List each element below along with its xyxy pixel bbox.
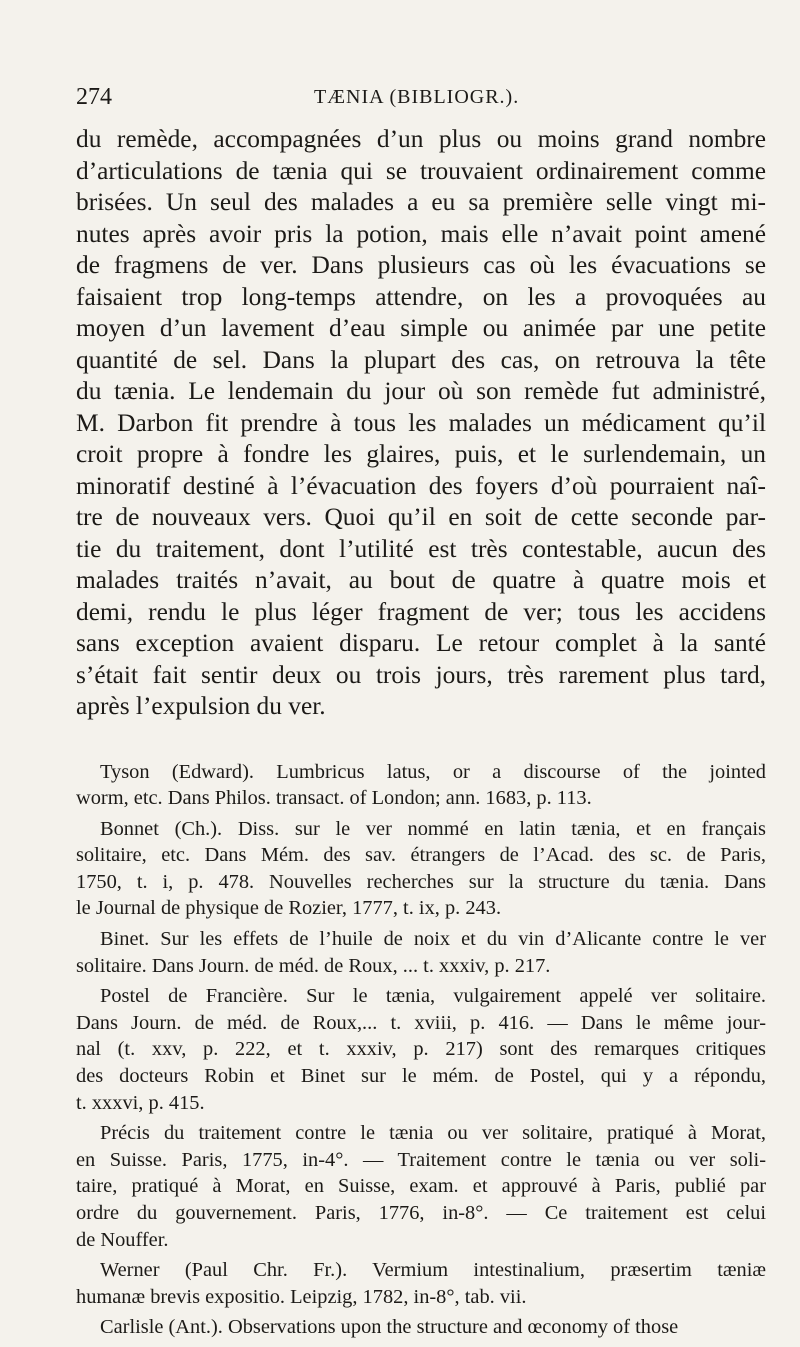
bibliography-line: solitaire, etc. Dans Mém. des sav. étrangers de l’Acad. des sc. de Paris, bbox=[76, 844, 766, 867]
body-line: tre de nouveaux vers. Quoi qu’il en soit de cette seconde par- bbox=[76, 503, 766, 531]
bibliography-line: taire, pratiqué à Morat, en Suisse, exam. et approuvé à Paris, publié par bbox=[76, 1175, 766, 1198]
running-head: TÆNIA (BIBLIOGR.). bbox=[314, 86, 520, 108]
body-line: du remède, accompagnées d’un plus ou moins grand nombre bbox=[76, 125, 766, 153]
book-page bbox=[76, 84, 766, 1345]
bibliography-line: t. xxxvi, p. 415. bbox=[76, 1091, 205, 1114]
body-line: minoratif destiné à l’évacuation des foyers d’où pourraient naî- bbox=[76, 471, 766, 500]
bibliography-line: Postel de Francière. Sur le tænia, vulgairement appelé ver solitaire. bbox=[100, 985, 766, 1008]
bibliography-entry bbox=[76, 926, 766, 979]
bibliography-line: Dans Journ. de méd. de Roux,... t. xviii, p. 416. — Dans le même jour- bbox=[76, 1011, 766, 1034]
bibliography-line: humanæ brevis expositio. Leipzig, 1782, in-8°, tab. vii. bbox=[76, 1285, 527, 1308]
bibliography-entry bbox=[76, 1120, 766, 1253]
body-line: malades traités n’avait, au bout de quatre à quatre mois et bbox=[76, 566, 766, 594]
body-line: sans exception avaient disparu. Le retour complet à la santé bbox=[76, 629, 766, 657]
body-line: M. Darbon fit prendre à tous les malades un médicament qu’il bbox=[76, 408, 766, 437]
body-line: croit propre à fondre les glaires, puis, et le surlendemain, un bbox=[76, 440, 766, 468]
page-header bbox=[76, 84, 766, 124]
body-line: après l’expulsion du ver. bbox=[76, 692, 326, 720]
body-line: brisées. Un seul des malades a eu sa première selle vingt mi- bbox=[76, 188, 766, 216]
bibliography bbox=[76, 759, 766, 1341]
body-line: du tænia. Le lendemain du jour où son remède fut administré, bbox=[76, 377, 766, 405]
bibliography-line: solitaire. Dans Journ. de méd. de Roux, ... t. xxxiv, p. 217. bbox=[76, 954, 551, 977]
body-line: nutes après avoir pris la potion, mais elle n’avait point amené bbox=[76, 219, 766, 248]
body-line: tie du traitement, dont l’utilité est très contestable, aucun des bbox=[76, 534, 766, 563]
bibliography-entry bbox=[76, 1314, 766, 1341]
bibliography-line: des docteurs Robin et Binet sur le mém. de Postel, qui y a répondu, bbox=[76, 1065, 766, 1088]
bibliography-line: Précis du traitement contre le tænia ou ver solitaire, pratiqué à Morat, bbox=[100, 1122, 766, 1145]
bibliography-line: Bonnet (Ch.). Diss. sur le ver nommé en latin tænia, et en français bbox=[100, 817, 766, 840]
bibliography-entry bbox=[76, 983, 766, 1116]
bibliography-line: Binet. Sur les effets de l’huile de noix et du vin d’Alicante contre le ver bbox=[100, 928, 766, 951]
page-number: 274 bbox=[76, 84, 112, 110]
bibliography-entry bbox=[76, 759, 766, 812]
bibliography-line: le Journal de physique de Rozier, 1777, t. ix, p. 243. bbox=[76, 897, 502, 920]
bibliography-line: en Suisse. Paris, 1775, in-4°. — Traitement contre le tænia ou ver soli- bbox=[76, 1148, 766, 1171]
bibliography-entry bbox=[76, 1257, 766, 1310]
bibliography-line: 1750, t. i, p. 478. Nouvelles recherches sur la structure du tænia. Dans bbox=[76, 870, 766, 893]
bibliography-line: worm, etc. Dans Philos. transact. of London; ann. 1683, p. 113. bbox=[76, 787, 592, 810]
body-text bbox=[76, 124, 766, 723]
bibliography-line: de Nouffer. bbox=[76, 1228, 169, 1251]
bibliography-entry bbox=[76, 816, 766, 922]
bibliography-line: Carlisle (Ant.). Observations upon the structure and œconomy of those bbox=[100, 1316, 679, 1339]
body-line: quantité de sel. Dans la plupart des cas, on retrouva la tête bbox=[76, 345, 766, 374]
body-line: s’était fait sentir deux ou trois jours, très rarement plus tard, bbox=[76, 660, 766, 689]
bibliography-line: nal (t. xxv, p. 222, et t. xxxiv, p. 217) sont des remarques critiques bbox=[76, 1038, 766, 1061]
bibliography-line: ordre du gouvernement. Paris, 1776, in-8°. — Ce traitement est celui bbox=[76, 1202, 766, 1224]
bibliography-line: Werner (Paul Chr. Fr.). Vermium intestinalium, præsertim tæniæ bbox=[100, 1259, 766, 1282]
body-line: moyen d’un lavement d’eau simple ou animée par une petite bbox=[76, 314, 766, 342]
body-line: de fragmens de ver. Dans plusieurs cas où les évacuations se bbox=[76, 251, 766, 279]
body-line: demi, rendu le plus léger fragment de ver; tous les accidens bbox=[76, 597, 766, 626]
bibliography-line: Tyson (Edward). Lumbricus latus, or a discourse of the jointed bbox=[100, 760, 766, 783]
body-line: d’articulations de tænia qui se trouvaient ordinairement comme bbox=[76, 156, 766, 185]
body-line: faisaient trop long-temps attendre, on les a provoquées au bbox=[76, 282, 766, 311]
